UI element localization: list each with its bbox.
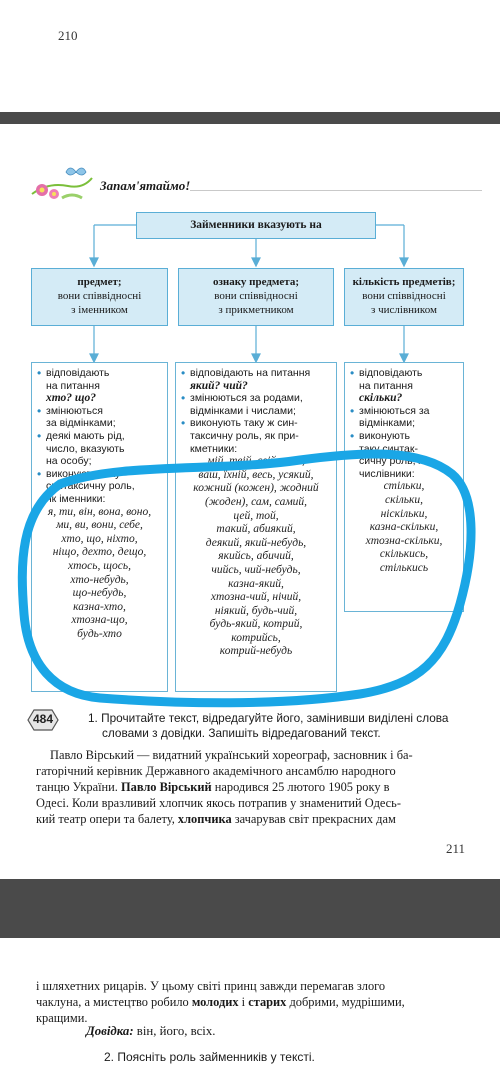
text-line: деякі мають рід, xyxy=(46,429,125,442)
text-line: відмінками; xyxy=(359,417,416,430)
example-line: казна-хто, xyxy=(73,600,126,613)
text-line: виконують таку ж син- xyxy=(190,417,298,430)
text-line: виконують таку xyxy=(46,467,121,480)
paragraph-text: добрими, мудрішими, xyxy=(286,995,405,1009)
example-line: цей, той, xyxy=(233,509,279,522)
task-line: 1. Прочитайте текст, відредагуйте його, замінивши виділені слова xyxy=(88,711,449,725)
text-line: сичну роль, як xyxy=(359,455,429,468)
paragraph-line xyxy=(36,763,470,779)
example-line: такий, абиякий, xyxy=(216,523,296,536)
remember-title: Запам'ятаймо! xyxy=(100,178,191,193)
text-line: як іменники: xyxy=(46,492,106,505)
question-words: який? чий? xyxy=(190,379,248,392)
paragraph-text: чаклуна, а мистецтво робило xyxy=(36,995,192,1009)
category-header-object-title: предмет; xyxy=(77,276,122,288)
example-line: хто, що, ніхто, xyxy=(61,532,138,545)
text-line: кметники: xyxy=(190,442,238,455)
category-header-object-line: з іменником xyxy=(71,304,128,316)
example-line: стільки, xyxy=(383,480,425,493)
example-line: хтось, щось, xyxy=(67,559,132,572)
example-line: чийсь, чий-небудь, xyxy=(211,563,301,576)
text-line: таксичну роль, як при- xyxy=(190,429,299,442)
paragraph-text: зачарував світ прекрасних дам xyxy=(231,812,396,826)
example-line: хтозна-що, xyxy=(71,614,128,627)
example-line: ніякий, будь-чий, xyxy=(214,604,298,617)
category-header-quantity-title: кількість предметів; xyxy=(352,276,456,288)
example-line: котрий-небудь xyxy=(219,645,293,658)
example-line: хтозна-скільки, xyxy=(365,534,443,547)
example-line: котрийсь, xyxy=(231,631,281,644)
example-line: що-небудь, xyxy=(72,587,127,600)
highlighted-word: хлопчика xyxy=(177,812,232,826)
highlighted-word: молодих xyxy=(191,995,239,1009)
page-number: 211 xyxy=(446,841,466,856)
text-line: змінюються за xyxy=(359,404,430,417)
example-line: ніскільки, xyxy=(380,507,428,520)
reference-words: він, його, всіх. xyxy=(133,1024,216,1038)
next-page-strip xyxy=(0,938,500,1083)
example-line: казна-скільки, xyxy=(369,521,439,534)
exercise-number: 484 xyxy=(32,712,54,726)
example-line: скількись, xyxy=(379,548,429,561)
text-line: відмінками і числами; xyxy=(190,404,296,417)
example-line: мій, твій, свій, наш, xyxy=(207,455,305,468)
highlighted-word: старих xyxy=(248,995,287,1009)
text-line: виконують xyxy=(359,429,410,442)
task-two: 2. Поясніть роль займенників у тексті. xyxy=(104,1050,315,1064)
category-header-object-line: вони співвідносні xyxy=(57,290,142,302)
category-header-quantity-line: вони співвідносні xyxy=(362,290,446,302)
exercise-paragraph xyxy=(36,747,470,827)
diagram-top-box-label: Займенники вказують на xyxy=(190,219,322,231)
text-line: на питання xyxy=(46,379,100,392)
category-header-attribute-line: вони співвідносні xyxy=(214,290,298,302)
reference-note xyxy=(86,1024,215,1039)
category-header-quantity-line: з числівником xyxy=(371,304,437,316)
text-line: числівники: xyxy=(359,467,415,480)
example-line: (жоден), сам, самий, xyxy=(204,495,308,508)
exercise-task xyxy=(88,711,488,741)
exercise-number-badge xyxy=(24,707,62,733)
text-line: змінюються xyxy=(46,404,103,417)
example-line: хто-небудь, xyxy=(70,573,129,586)
previous-page-strip xyxy=(0,0,500,112)
example-line: хтозна-чий, нічий, xyxy=(210,591,302,604)
paragraph-text: народився 25 лютого 1905 року в xyxy=(211,780,390,794)
paragraph-line: і шляхетних рицарів. У цьому світі принц завжди перемагав злого xyxy=(36,979,386,993)
question-words: хто? що? xyxy=(46,392,96,405)
paragraph-text: гаторічний керівник Державного академічного ансамблю народного xyxy=(36,764,396,778)
text-line: за відмінками; xyxy=(46,417,116,430)
example-line: будь-який, котрий, xyxy=(209,618,303,631)
example-line: ніщо, дехто, дещо, xyxy=(52,546,147,559)
text-line: на особу; xyxy=(46,455,92,468)
text-line: на питання xyxy=(359,379,413,392)
previous-page-number: 210 xyxy=(58,28,78,43)
example-line: будь-хто xyxy=(77,627,122,640)
text-line: число, вказують xyxy=(46,442,125,455)
task-line: словами з довідки. Запишіть відредагований текст. xyxy=(102,726,381,740)
paragraph-line xyxy=(36,811,470,827)
example-line: кожний (кожен), жодний xyxy=(193,482,319,495)
paragraph-line xyxy=(36,747,470,763)
reference-label: Довідка: xyxy=(86,1024,134,1038)
paragraph-text: Одесі. Коли вразливий хлопчик якось потрапив у знаменитий Одесь- xyxy=(36,796,401,810)
question-words: скільки? xyxy=(359,392,403,405)
example-line: казна-який, xyxy=(228,577,284,590)
paragraph-line xyxy=(36,795,470,811)
paragraph-text: Павло Вірський — видатний український хореограф, засновник і ба- xyxy=(50,748,413,762)
highlight-circle xyxy=(0,124,500,744)
paragraph-text: і xyxy=(238,995,249,1009)
paragraph-text: кий театр опери та балету, xyxy=(36,812,178,826)
text-line: відповідають на питання xyxy=(190,367,311,379)
text-line: синтаксичну роль, xyxy=(46,480,135,493)
text-line: змінюються за родами, xyxy=(190,392,303,405)
example-line: я, ти, він, вона, воно, xyxy=(47,505,152,518)
text-line: таку синтак- xyxy=(359,442,418,455)
example-line: якийсь, абичий, xyxy=(218,550,294,563)
example-line: ваш, їхній, весь, усякий, xyxy=(198,468,314,481)
example-line: деякий, який-небудь, xyxy=(205,536,307,549)
example-line: скільки, xyxy=(385,493,423,506)
paragraph-line: кращими. xyxy=(36,1011,88,1025)
category-header-attribute-line: з прикметником xyxy=(218,304,294,316)
main-page xyxy=(0,124,500,879)
text-line: відповідають xyxy=(46,367,110,379)
paragraph-text: танцю України. xyxy=(36,780,121,794)
next-page-paragraph xyxy=(36,978,498,1026)
highlighted-word: Павло Вірський xyxy=(120,780,212,794)
text-line: відповідають xyxy=(359,367,423,379)
example-line: стількись xyxy=(379,561,429,574)
example-line: ми, ви, вони, себе, xyxy=(56,519,143,532)
paragraph-line xyxy=(36,994,498,1010)
paragraph-line xyxy=(36,779,470,795)
category-header-attribute-title: ознаку предмета; xyxy=(212,276,300,288)
